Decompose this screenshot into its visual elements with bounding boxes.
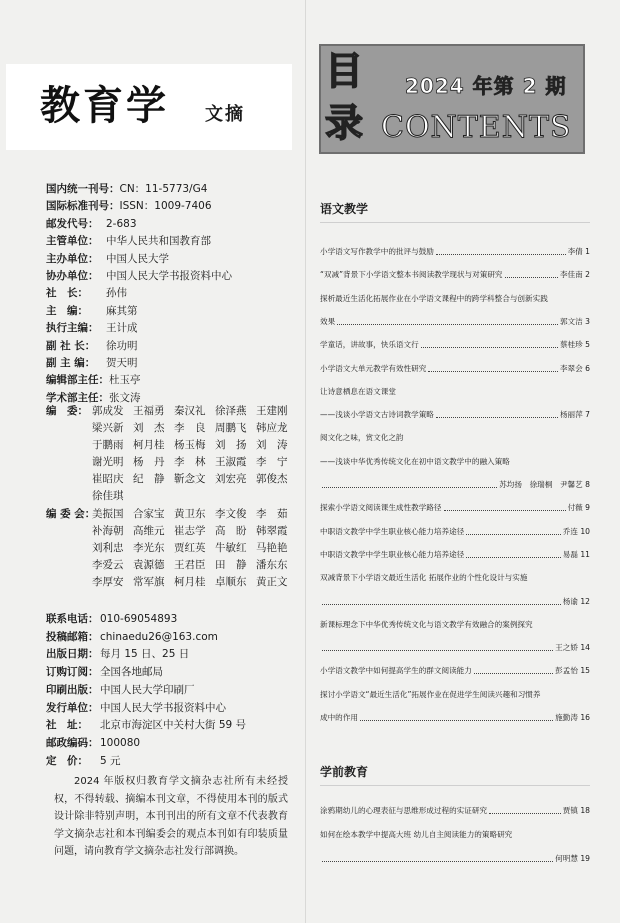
dot-leader [505,277,558,278]
info-row [46,355,300,372]
issue-number: 2024 年第 2 期 [405,74,567,98]
info-label: 协办单位： [46,270,99,283]
banner-lu: 录 [325,101,364,145]
toc-entry[interactable] [320,596,590,607]
info-value: 杜玉亭 [109,374,141,387]
section-title-preschool: 学前教育 [320,765,369,779]
info-row [46,753,300,771]
copyright-text: 2024 年版权归教育学文摘杂志社所有未经授权，不得转载、摘编本刊文章，不得使用本刊的版式设计除非特别声明，本刊刊出的所有文章不代表教育学文摘杂志社和本刊编委会的观点本刊如有印装质量问题，请向教育学文摘杂志社发行部调换。 [54,776,288,858]
contact-label: 印刷出版： [46,683,99,696]
contact-value: 5 元 [100,754,121,767]
contact-label: 投稿邮箱： [46,630,99,643]
info-value: 王计成 [106,322,138,335]
dot-leader [360,720,553,721]
info-value: 中国人民大学书报资料中心 [106,270,232,283]
toc-entry-title[interactable]: 如何在绘本教学中提高大班 幼儿自主阅读能力的策略研究 [320,830,513,839]
toc-entry-author-page: 施勤涛 16 [555,713,590,722]
toc-entry-title[interactable]: 让诗意栖息在语文课堂 [320,387,396,396]
editors-label: 编 委： [46,405,88,417]
toc-entry[interactable] [320,549,590,560]
dot-leader [474,673,553,674]
member-name: 常军旗 [133,576,165,589]
info-row [46,629,300,647]
member-name: 袁源德 [133,559,165,572]
info-row [46,372,300,389]
toc-entry-author-page: 易磊 11 [562,550,590,559]
contact-value: chinaedu26@163.com [100,630,218,643]
member-name: 李 林 [174,456,206,469]
info-row [46,735,300,753]
info-row [46,320,300,337]
member-name: 卓顺东 [215,576,247,589]
toc-entry-author-page: 蔡桂珍 5 [559,340,590,349]
dot-leader [337,324,558,325]
toc-entry-title: 效果 [320,317,336,326]
toc-entry-author-page: 郭文洁 3 [559,317,590,326]
toc-entry-author-page: 苏均扬 徐瑞桐 尹馨艺 8 [499,480,590,489]
info-row [46,251,300,268]
member-name: 王建刚 [256,405,288,417]
info-row [46,717,300,735]
contact-value: 010-69054893 [100,613,178,625]
info-row [46,664,300,682]
info-row [46,268,300,285]
member-name: 崔志学 [174,525,206,538]
info-label: 学术部主任： [46,391,109,404]
toc-entry[interactable] [320,805,590,816]
member-name: 纪 静 [133,473,165,486]
info-label: 副 主 编： [46,357,96,370]
info-value: 麻其第 [106,304,138,317]
section-rule [320,222,590,223]
member-name: 谢光明 [92,456,124,469]
dot-leader [466,557,560,558]
member-name: 韩应龙 [256,422,288,435]
member-name: 合家宝 [133,508,165,520]
member-name: 杨 丹 [133,456,165,469]
contact-info [46,611,300,770]
info-label: 国内统一刊号： [46,183,120,195]
member-name: 韩翠霞 [256,525,288,538]
contact-value: 全国各地邮局 [100,666,163,679]
info-value: 中华人民共和国教育部 [106,235,211,248]
member-name: 徐泽燕 [215,405,247,417]
member-name: 柯月桂 [133,439,165,452]
member-name: 李 良 [174,422,206,435]
toc-entry-author-page: 李翠会 6 [559,364,590,373]
toc-entry-author-page: 李倩 1 [567,247,590,256]
dot-leader [466,534,560,535]
toc-entry[interactable] [320,479,590,490]
member-name: 秦汉礼 [174,405,206,417]
contact-label: 订购订阅： [46,666,99,679]
contact-label: 发行单位： [46,701,99,714]
member-name: 王福勇 [133,405,165,417]
toc-entry-title: 中职语文教学中学生职业核心能力培养途径 [320,550,465,559]
contents-banner [319,44,585,154]
committee-list [46,506,296,591]
info-value: 2-683 [106,217,137,230]
dot-leader [436,417,558,418]
section-title-chinese: 语文教学 [320,202,369,216]
member-name: 徐佳琪 [92,490,124,503]
info-label: 邮发代号： [46,217,99,230]
toc-entry[interactable] [320,526,590,537]
toc-entry[interactable] [320,363,590,374]
toc-entry-author-page: 乔连 10 [562,527,590,536]
contact-label: 定 价： [46,754,88,767]
member-name: 崔昭庆 [92,473,124,486]
info-row [46,216,300,233]
info-label: 副 社 长： [46,339,96,352]
member-name: 刘利忠 [92,542,124,555]
member-name: 李文俊 [215,508,247,520]
magazine-title: 教育学 [40,82,169,129]
member-name: 马艳艳 [256,542,288,555]
info-value: 贺天明 [106,357,138,370]
contact-label: 邮政编码： [46,736,99,749]
toc-entry[interactable] [320,339,590,350]
member-name: 美振国 [92,508,124,520]
toc-entry-author-page: 贾镇 18 [562,806,590,815]
toc-entry[interactable] [320,409,590,420]
info-value: 孙伟 [106,287,127,300]
toc-entry-title: 中职语文教学中学生职业核心能力培养途径 [320,527,465,536]
toc-entry-title[interactable]: 探析最近生活化拓展作业在小学语文课程中的跨学科整合与创新实践 [320,294,548,303]
banner-mu: 目 [325,49,364,93]
member-name: 李爱云 [92,559,124,572]
info-row [46,682,300,700]
toc-entry[interactable] [320,502,590,513]
info-row [46,303,300,320]
info-row [46,611,300,629]
info-label: 主办单位： [46,252,99,265]
member-name: 李光东 [133,542,165,555]
member-name: 周鹏飞 [215,422,247,435]
toc-entry-author-page: 杨丽萍 7 [559,410,590,419]
info-row [46,181,300,198]
toc-entry-title[interactable]: 双减背景下小学语文最近生活化 拓展作业的个性化设计与实施 [320,573,528,582]
info-row [46,285,300,302]
member-name: 王君臣 [174,559,206,572]
toc-entry-title: 小学语文写作教学中的批评与鼓励 [320,247,434,256]
member-name: 刘 杰 [133,422,165,435]
dot-leader [322,861,553,862]
info-label: 主管单位： [46,235,99,248]
member-name: 李厚安 [92,576,124,589]
contact-value: 北京市海淀区中关村大街 59 号 [100,719,247,732]
toc-entry-author-page: 杨谕 12 [562,597,590,606]
member-name: 李 茹 [256,508,288,520]
member-name: 郭俊杰 [256,473,288,486]
toc-entry-title: 小学语文教学中如何提高学生的群文阅读能力 [320,666,472,675]
toc-entry-title: 涂鸦期幼儿的心理表征与思维形成过程的实证研究 [320,806,488,815]
dot-leader [322,487,497,488]
info-label: 执行主编： [46,322,99,335]
member-name: 田 静 [215,559,247,572]
info-label: 编辑部主任： [46,374,109,387]
member-name: 郭成发 [92,405,124,417]
contact-value: 中国人民大学书报资料中心 [100,701,226,714]
toc-entry-title: ——浅谈小学语文古诗词教学策略 [320,410,434,419]
toc-entry-title: 探索小学语文阅读课生成性教学路径 [320,503,442,512]
dot-leader [428,371,558,372]
info-row [46,233,300,250]
info-value: 徐功明 [106,339,138,352]
member-name: 贾红英 [174,542,206,555]
toc-entry-title: 成中的作用 [320,713,358,722]
magazine-subtitle: 文摘 [205,104,245,125]
member-name: 高 盼 [215,525,247,538]
member-name: 补海朝 [92,525,124,538]
contact-label: 社 址： [46,719,88,732]
dot-leader [489,813,561,814]
info-value: ISSN：1009-7406 [119,200,212,213]
toc-entry[interactable] [320,853,590,864]
dot-leader [322,604,561,605]
member-name: 柯月桂 [174,576,206,589]
committee-label: 编 委 会： [46,508,96,520]
info-row [46,700,300,718]
toc-entry-author-page: 李佳南 2 [559,270,590,279]
contents-word: CONTENTS [381,110,572,145]
info-value: 张文涛 [109,391,141,404]
info-value: CN：11-5773/G4 [119,183,208,195]
toc-entry[interactable] [320,665,590,676]
toc-entry-author-page: 彭孟怡 15 [555,666,590,675]
info-label: 社 长： [46,287,88,300]
member-name: 黄正文 [256,576,288,589]
toc-entry-title[interactable]: 阅文化之味，赏文化之韵 [320,433,404,442]
dot-leader [322,650,553,651]
member-name: 梁兴新 [92,422,124,435]
member-name: 刘宏亮 [215,473,247,486]
dot-leader [421,347,558,348]
member-name: 刘 扬 [215,439,247,452]
member-name: 靳念文 [174,473,206,486]
member-name: 高维元 [133,525,165,538]
member-name: 牛敏红 [215,542,247,555]
toc-entry[interactable] [320,246,590,257]
contact-value: 中国人民大学印刷厂 [100,683,195,696]
info-label: 国际标准刊号： [46,200,120,213]
toc-entry[interactable] [320,269,590,280]
info-row [46,338,300,355]
member-name: 刘 涛 [256,439,288,452]
member-name: 王淑霞 [215,456,247,469]
toc-entry-title: 学童话，讲故事，快乐语文行 [320,340,419,349]
toc-entry[interactable] [320,316,590,327]
info-label: 主 编： [46,304,88,317]
toc-entry[interactable] [320,712,590,723]
toc-entry-title[interactable]: 新课标理念下中华优秀传统文化与语文教学有效融合的案例探究 [320,620,533,629]
toc-entry-title: 小学语文大单元教学有效性研究 [320,364,427,373]
member-name: 潘东东 [256,559,288,572]
member-name: 于鹏雨 [92,439,124,452]
contact-value: 每月 15 日、25 日 [100,648,190,661]
toc-entry-title[interactable]: 探讨小学语文“最近生活化”拓展作业在促进学生阅读兴趣和习惯养 [320,690,541,699]
toc-entry-author-page: 王之娇 14 [555,643,590,652]
page-divider [305,0,306,923]
section-rule [320,785,590,786]
publication-info [46,181,300,407]
contact-label: 出版日期： [46,648,99,661]
info-row [46,198,300,215]
contact-label: 联系电话： [46,613,99,625]
copyright-notice [54,773,288,861]
toc-entry-title[interactable]: ——浅谈中华优秀传统文化在初中语文教学中的融入策略 [320,457,510,466]
toc-entry-title: “双减”背景下小学语文整本书阅读教学现状与对策研究 [320,270,503,279]
member-name: 李 宁 [256,456,288,469]
info-row [46,646,300,664]
toc-entry-author-page: 何明慧 19 [555,854,590,863]
editors-list [46,403,296,506]
info-value: 中国人民大学 [106,252,169,265]
member-name: 杨玉梅 [174,439,206,452]
toc-entry-author-page: 付薇 9 [567,503,590,512]
member-name: 黄卫东 [174,508,206,520]
dot-leader [444,510,566,511]
contact-value: 100080 [100,736,141,749]
dot-leader [436,254,566,255]
toc-entry[interactable] [320,642,590,653]
